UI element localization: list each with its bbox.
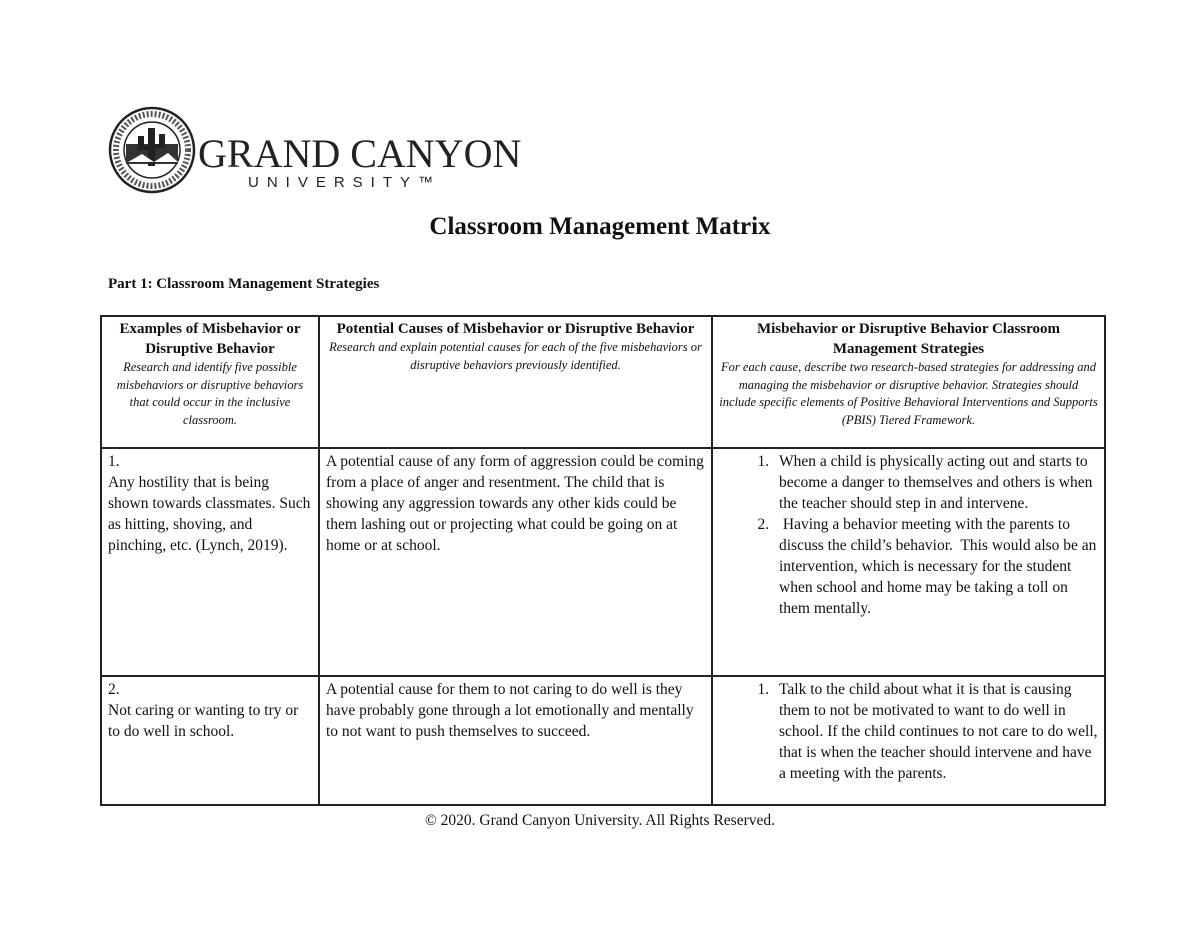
- table-row: [101, 676, 1105, 805]
- header-title: Examples of Misbehavior or Disruptive Behavior: [119, 321, 301, 357]
- row-number: 1.: [108, 453, 120, 470]
- example-cell: [101, 448, 319, 676]
- header-description: For each cause, describe two research-based strategies for addressing and managing the misbehavior or disruptive behavior. Strategies should include specific elements of Positive Behavioral Interventions and Supports (PBIS) Tiered Framework.: [719, 360, 1098, 427]
- header-cell-examples: [101, 316, 319, 448]
- header-cell-causes: [319, 316, 712, 448]
- table-row: [101, 448, 1105, 676]
- gcu-logo: [108, 106, 522, 198]
- strategy-cell: [712, 676, 1105, 805]
- strategy-cell: [712, 448, 1105, 676]
- university-seal-icon: [108, 106, 196, 194]
- header-title: Misbehavior or Disruptive Behavior Classroom Management Strategies: [756, 321, 1061, 357]
- strategy-item: 1. Talk to the child about what it is that is causing them to not be motivated to want to do well in school. If the child continues to not care to do well, that is when the teacher should intervene and have a meeting with the parents.: [773, 679, 1098, 784]
- table-header-row: [101, 316, 1105, 448]
- strategy-list: [719, 451, 1101, 619]
- header-cell-strategies: [712, 316, 1105, 448]
- section-heading: Part 1: Classroom Management Strategies: [108, 276, 380, 292]
- strategy-item: 2. Having a behavior meeting with the parents to discuss the child’s behavior. This would also be an intervention, which is necessary for the student when school and home may be taking a toll on them mentally.: [773, 514, 1098, 619]
- page-title: Classroom Management Matrix: [429, 213, 771, 240]
- header-title: Potential Causes of Misbehavior or Disruptive Behavior: [336, 321, 695, 337]
- cause-text: A potential cause of any form of aggression could be coming from a place of anger and resentment. The child that is showing any aggression towards any other kids could be them lashing out or projecting what could be going on at home or at school.: [326, 453, 704, 554]
- copyright-footer: © 2020. Grand Canyon University. All Rights Reserved.: [424, 812, 775, 829]
- header-description: Research and explain potential causes for each of the five misbehaviors or disruptive behaviors previously identified.: [329, 340, 702, 372]
- row-number: 2.: [108, 681, 120, 698]
- cause-text: A potential cause for them to not caring to do well is they have probably gone through a lot emotionally and mentally to not want to push themselves to succeed.: [326, 681, 694, 740]
- example-text: Not caring or wanting to try or to do well in school.: [108, 702, 299, 740]
- strategy-list: [719, 679, 1098, 784]
- header-description: Research and identify five possible misbehaviors or disruptive behaviors that could occur in the inclusive classroom.: [116, 360, 304, 427]
- brand-name: GRAND CANYON: [198, 131, 522, 176]
- example-cell: [101, 676, 319, 805]
- strategy-item: 1. When a child is physically acting out and starts to become a danger to themselves and others is when the teacher should step in and intervene.: [773, 451, 1098, 514]
- cause-cell: [319, 676, 712, 805]
- brand-subtitle: UNIVERSITY™: [248, 174, 442, 191]
- classroom-matrix-table: [100, 315, 1106, 806]
- cause-cell: [319, 448, 712, 676]
- example-text: Any hostility that is being shown towards classmates. Such as hitting, shoving, and pinching, etc. (Lynch, 2019).: [108, 474, 311, 554]
